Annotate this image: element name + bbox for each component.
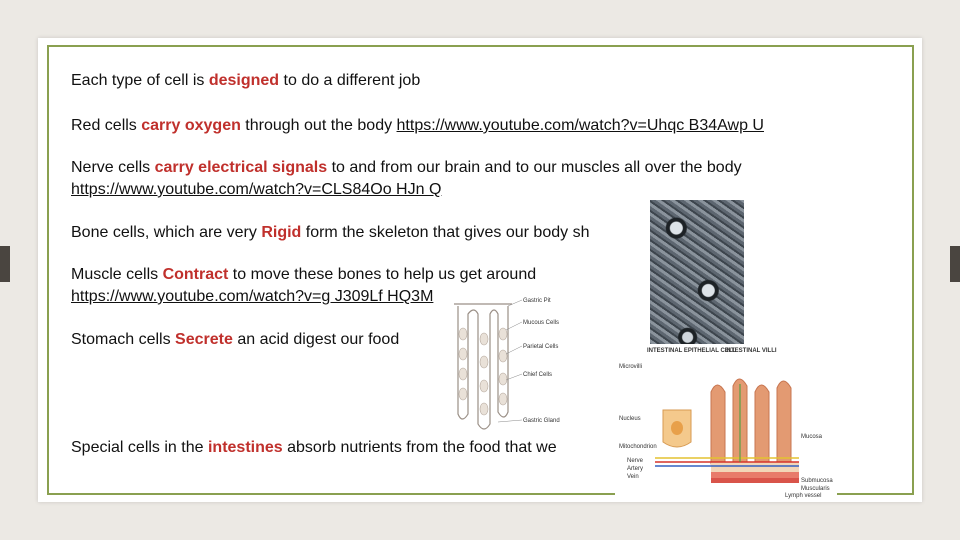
line-red-cells — [71, 115, 764, 137]
label-parietal-cells: Parietal Cells — [523, 344, 559, 350]
line-bone-cells — [71, 222, 589, 244]
line-muscle-cells — [71, 264, 536, 286]
highlight-contract: Contract — [162, 266, 229, 283]
stomach-gland-diagram — [448, 294, 560, 436]
title-epithelial-cell: INTESTINAL EPITHELIAL CELL — [647, 348, 737, 354]
line-nerve-link — [71, 179, 441, 201]
label-mucous-cells: Mucous Cells — [523, 320, 560, 326]
label-nerve: Nerve — [627, 458, 644, 464]
text: Special cells in the — [71, 439, 208, 456]
title-intestinal-villi: INTESTINAL VILLI — [725, 348, 777, 354]
label-nucleus: Nucleus — [619, 416, 641, 422]
label-mitochondrion: Mitochondrion — [619, 444, 657, 450]
line-intestine-cells — [71, 437, 557, 459]
text: Nerve cells — [71, 159, 155, 176]
right-edge-tab — [950, 246, 960, 282]
label-muscularis: Muscularis — [801, 486, 830, 492]
label-gastric-gland: Gastric Gland — [523, 418, 560, 424]
text: Stomach cells — [71, 331, 176, 348]
highlight-designed: designed — [208, 72, 280, 89]
text: through out the body — [240, 117, 397, 134]
text: to do a different job — [279, 72, 421, 89]
text: an acid digest our food — [232, 331, 400, 348]
label-submucosa: Submucosa — [801, 478, 833, 484]
text: absorb nutrients from the food that we — [282, 439, 557, 456]
line-cell-types — [71, 70, 420, 92]
text: Muscle cells — [71, 266, 163, 283]
text: form the skeleton that gives our body sh — [301, 224, 590, 241]
line-stomach-cells — [71, 329, 399, 351]
label-mucosa: Mucosa — [801, 434, 823, 440]
label-vein: Vein — [627, 474, 639, 480]
left-edge-tab — [0, 246, 10, 282]
label-gastric-pit: Gastric Pit — [523, 298, 551, 304]
nerve-cells-video-link[interactable]: https://www.youtube.com/watch?v=CLS84Oo HJn Q — [71, 181, 442, 198]
text: to and from our brain and to our muscles all over the body — [327, 159, 742, 176]
text: Bone cells, which are very — [71, 224, 262, 241]
intestinal-villi-diagram — [615, 344, 837, 498]
highlight-electrical-signals: carry electrical signals — [154, 159, 328, 176]
slide — [38, 38, 922, 502]
bone-cells-image — [650, 200, 744, 356]
text: Each type of cell is — [71, 72, 209, 89]
red-cells-video-link[interactable]: https://www.youtube.com/watch?v=Uhqc B34Awp U — [396, 117, 764, 134]
highlight-secrete: Secrete — [175, 331, 233, 348]
muscle-cells-video-link[interactable]: https://www.youtube.com/watch?v=g J309Lf HQ3M — [71, 288, 434, 305]
label-chief-cells: Chief Cells — [523, 372, 553, 378]
label-microvilli: Microvilli — [619, 364, 642, 370]
highlight-rigid: Rigid — [261, 224, 302, 241]
highlight-carry-oxygen: carry oxygen — [141, 117, 241, 134]
highlight-intestines: intestines — [207, 439, 283, 456]
label-artery: Artery — [627, 466, 644, 472]
line-muscle-link — [71, 286, 433, 308]
label-lymph-vessel: Lymph vessel — [785, 493, 822, 499]
line-nerve-cells — [71, 157, 742, 179]
text: Red cells — [71, 117, 142, 134]
text: to move these bones to help us get around — [228, 266, 537, 283]
